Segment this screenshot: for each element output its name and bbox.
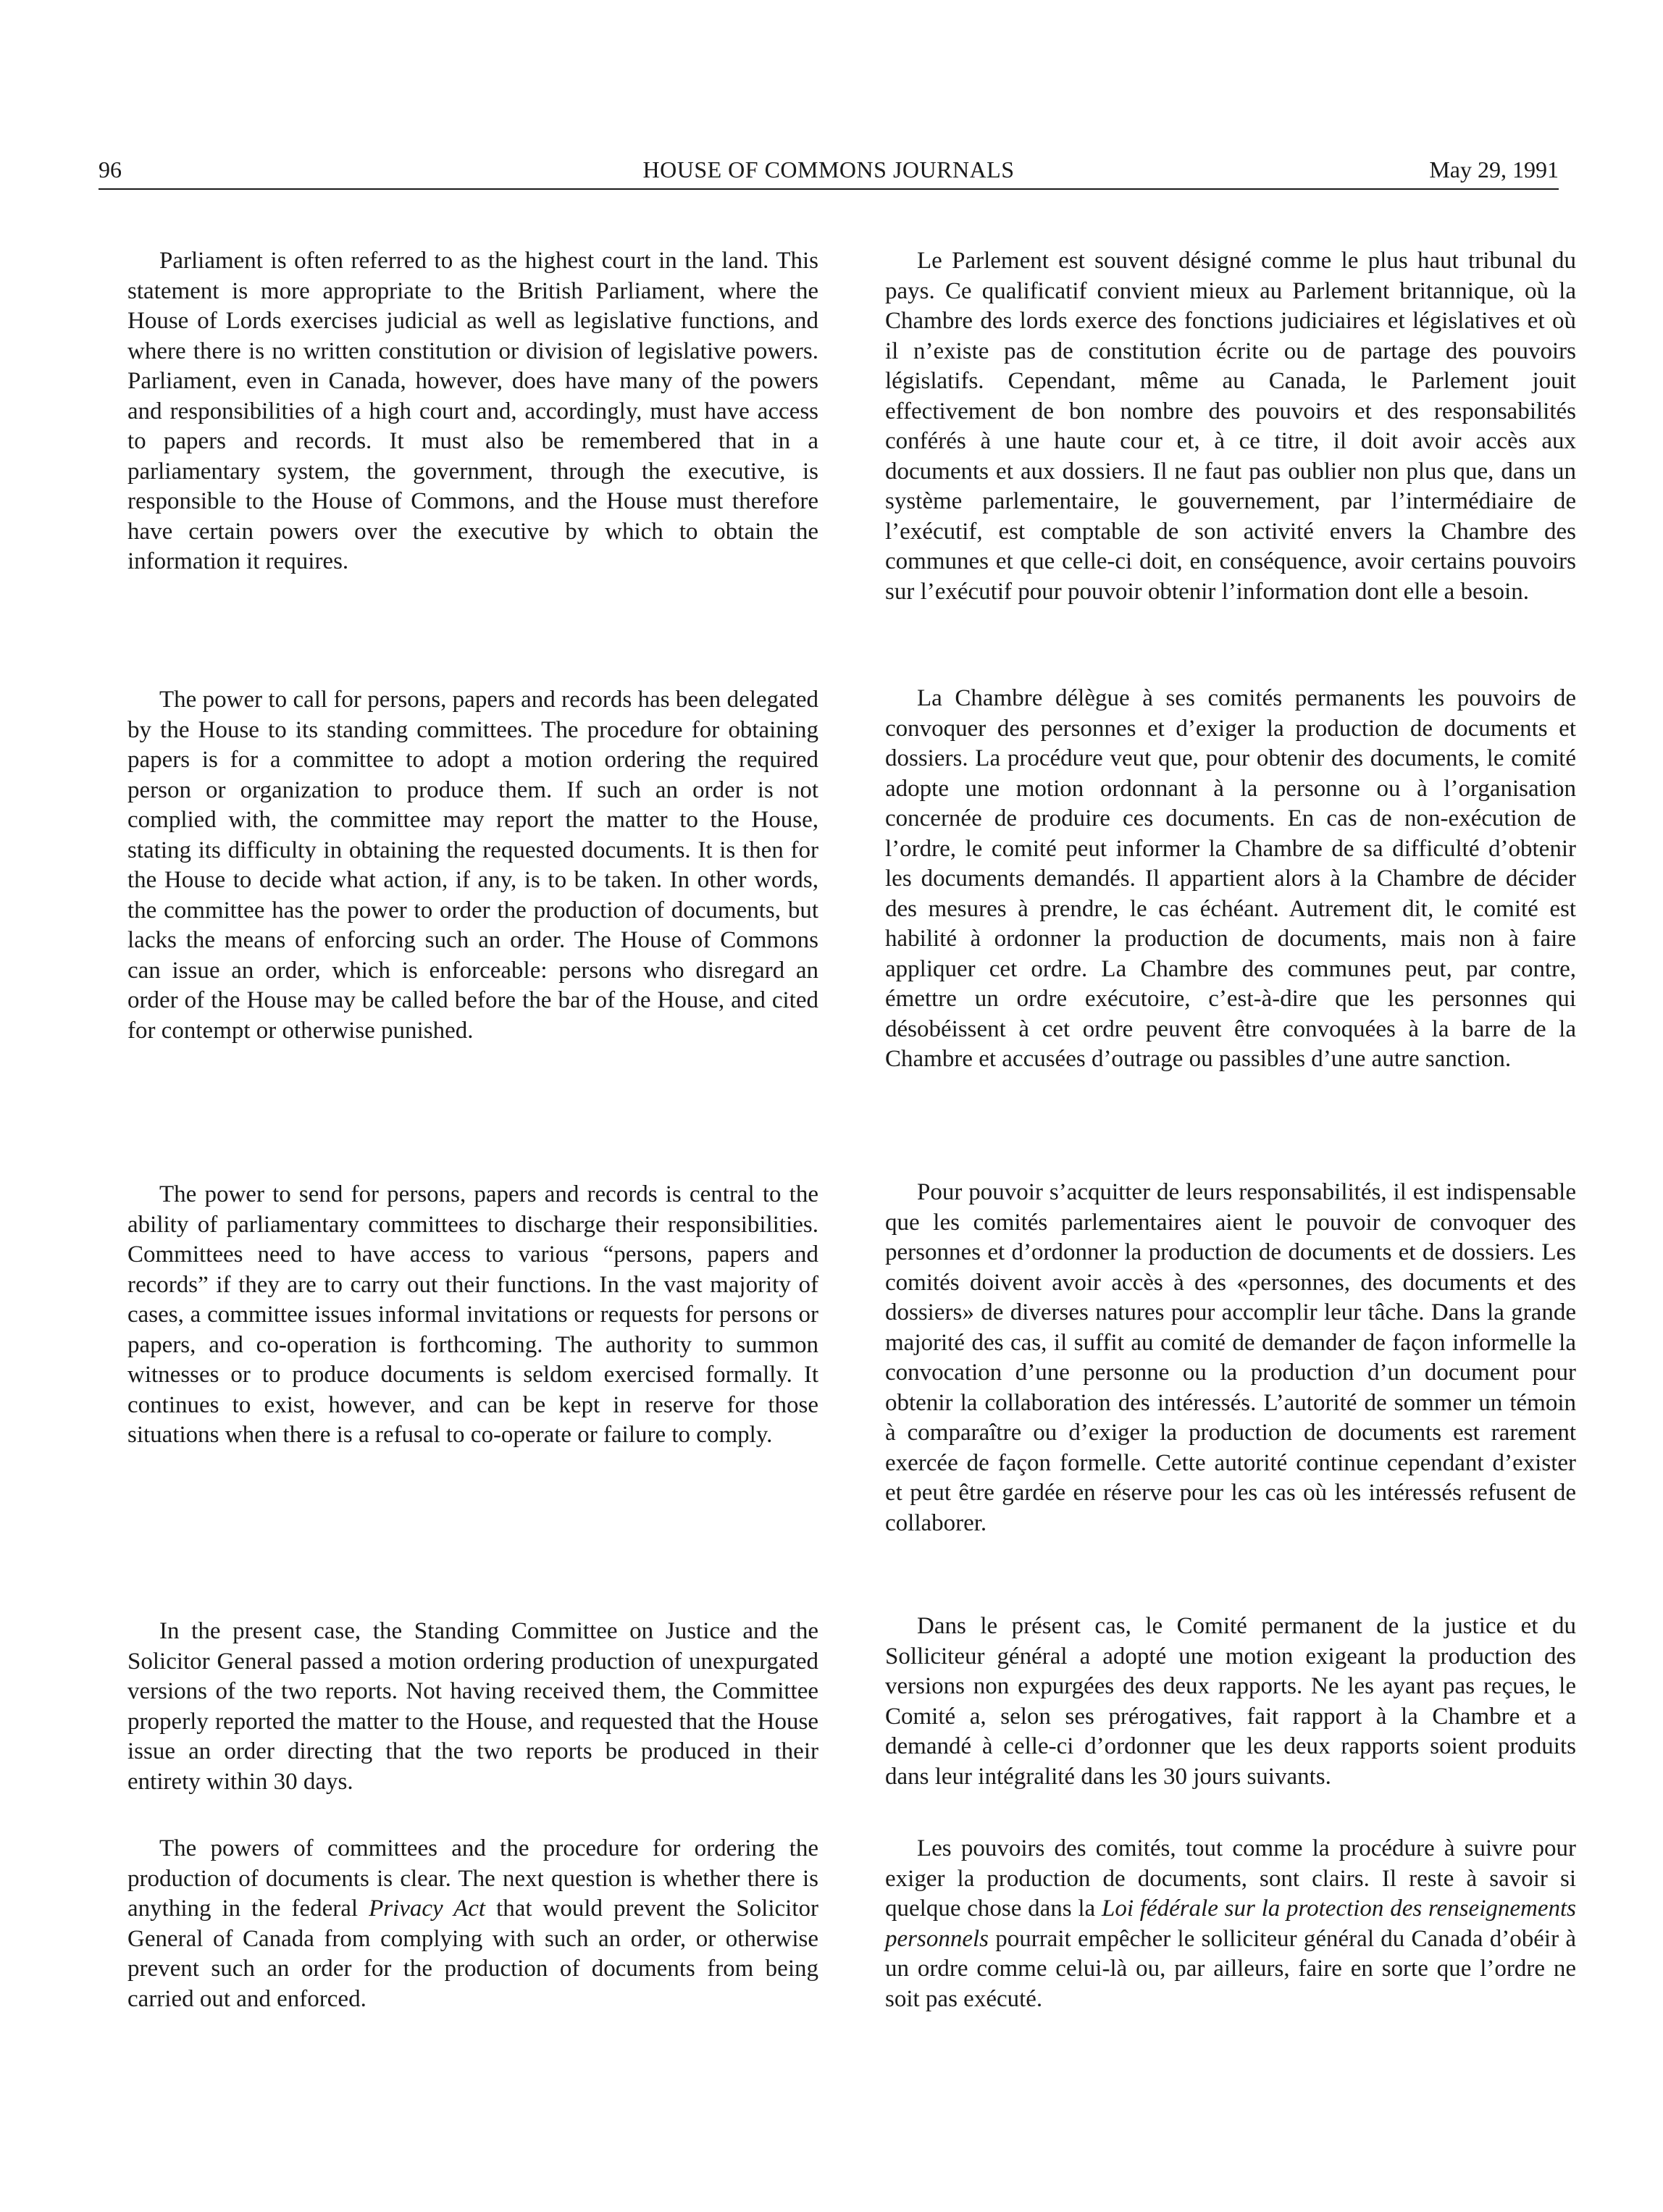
english-paragraph-1: Parliament is often referred to as the highest court in the land. This statement is more appropriate to the British Parliament, where the House of Lords exercises judicial as well as legislative functions, and where there is no written constitution or division of legislative powers. Parliament, even in Canada, however, does have many of the powers and responsibilities of a high court and, accordingly, must have access to papers and records. It must also be remembered that in a parliamentary system, the government, through the executive, is responsible to the House of Commons, and the House must therefore have certain powers over the executive by which to obtain the information it requires.: [127, 248, 818, 574]
french-paragraph-4: Dans le présent cas, le Comité permanent de la justice et du Solliciteur général a adopté une motion exigeant la production des versions non expurgées des deux rapports. Ne les ayant pas reçues, le Comité a, selon ses prérogatives, fait rapport à la Chambre et a demandé à celle-ci d’ordonner que les deux rapports soient produits dans leur intégralité dans les 30 jours suivants.: [885, 1613, 1576, 1790]
french-paragraph-5-text-b: pourrait empêcher le solliciteur général du Canada d’obéir à un ordre comme celui-là ou, par ailleurs, faire en sorte que l’ordre ne soit pas exécuté.: [885, 1925, 1576, 2012]
english-paragraph-5: [127, 1834, 818, 2014]
english-paragraph-5-text-a: The powers of committees and the procedure for ordering the production of documents is clear. The next question is whether there is anything in the federal: [127, 1835, 818, 1922]
english-paragraph-3: The power to send for persons, papers and records is central to the ability of parliamentary committees to discharge their responsibilities. Committees need to have access to various “persons, papers and records” if they are to carry out their functions. In the vast majority of cases, a committee issues informal invitations or requests for persons or papers, and co-operation is forthcoming. The authority to summon witnesses or to produce documents is seldom exercised formally. It continues to exist, however, and can be kept in reserve for those situations when there is a refusal to co-operate or failure to comply.: [127, 1181, 818, 1448]
english-paragraph-4: In the present case, the Standing Committee on Justice and the Solicitor General passed a motion ordering production of unexpurgated versions of the two reports. Not having received them, the Committee properly reported the matter to the House, and requested that the House issue an order directing that the two reports be produced in their entirety within 30 days.: [127, 1618, 818, 1795]
privacy-act-title: Privacy Act: [369, 1895, 486, 1922]
privacy-law-title: Loi fédérale sur la protection des renseignements personnels: [885, 1895, 1577, 1952]
journal-date: May 29, 1991: [1429, 156, 1559, 183]
page-number: 96: [99, 156, 122, 183]
french-paragraph-5-text-a: Les pouvoirs des comités, tout comme la procédure à suivre pour exiger la production de documents, sont clairs. Il reste à savoir si quelque chose dans la: [885, 1835, 1576, 1922]
running-header: [99, 152, 1559, 187]
english-paragraph-5-text-b: that would prevent the Solicitor General of Canada from complying with such an order, or otherwise prevent such an order for the production of documents from being carried out and enforced.: [127, 1895, 818, 2012]
french-paragraph-3: Pour pouvoir s’acquitter de leurs responsabilités, il est indispensable que les comités parlementaires aient le pouvoir de convoquer des personnes et d’ordonner la production de documents et de dossiers. Les comités doivent avoir accès à des «personnes, des documents et des dossiers» de diverses natures pour accomplir leur tâche. Dans la grande majorité des cas, il suffit au comité de demander de façon informelle la convocation d’une personne ou la production d’un document pour obtenir la collaboration des intéressés. L’autorité de sommer un témoin à comparaître ou d’exiger la production de documents est rarement exercée de façon formelle. Cette autorité continue cependant d’exister et peut être gardée en réserve pour les cas où les intéressés refusent de collaborer.: [885, 1179, 1576, 1536]
header-rule: [99, 188, 1559, 190]
journal-title: HOUSE OF COMMONS JOURNALS: [642, 156, 1015, 183]
english-paragraph-2: The power to call for persons, papers and records has been delegated by the House to its standing committees. The procedure for obtaining papers is for a committee to adopt a motion ordering the required person or organization to produce them. If such an order is not complied with, the committee may report the matter to the House, stating its difficulty in obtaining the requested documents. It is then for the House to decide what action, if any, is to be taken. In other words, the committee has the power to order the production of documents, but lacks the means of enforcing such an order. The House of Commons can issue an order, which is enforceable: persons who disregard an order of the House may be called before the bar of the House, and cited for contempt or otherwise punished.: [127, 687, 818, 1044]
french-paragraph-1: Le Parlement est souvent désigné comme le plus haut tribunal du pays. Ce qualificatif convient mieux au Parlement britannique, où la Chambre des lords exerce des fonctions judiciaires et législatives et où il n’existe pas de constitution écrite ou de partage des pouvoirs législatifs. Cependant, même au Canada, le Parlement jouit effectivement de bon nombre des pouvoirs et des responsabilités conférés à une haute cour et, à ce titre, il doit avoir accès aux documents et aux dossiers. Il ne faut pas oublier non plus que, dans un système parlementaire, le gouvernement, par l’intermédiaire de l’exécutif, est comptable de son activité envers la Chambre des communes et que celle-ci doit, en conséquence, avoir certains pouvoirs sur l’exécutif pour pouvoir obtenir l’information dont elle a besoin.: [885, 248, 1576, 605]
french-paragraph-2: La Chambre délègue à ses comités permanents les pouvoirs de convoquer des personnes et d’exiger la production de documents et dossiers. La procédure veut que, pour obtenir des documents, le comité adopte une motion ordonnant à la personne ou à l’organisation concernée de produire ces documents. En cas de non-exécution de l’ordre, le comité peut informer la Chambre de sa difficulté d’obtenir les documents demandés. Il appartient alors à la Chambre de décider des mesures à prendre, le cas échéant. Autrement dit, le comité est habilité à ordonner la production de documents, mais non à faire appliquer cet ordre. La Chambre des communes peut, par contre, émettre un ordre exécutoire, c’est-à-dire que les personnes qui désobéissent à cet ordre peuvent être convoquées à la barre de la Chambre et accusées d’outrage ou passibles d’une autre sanction.: [885, 685, 1576, 1072]
french-paragraph-5: [885, 1834, 1576, 2014]
